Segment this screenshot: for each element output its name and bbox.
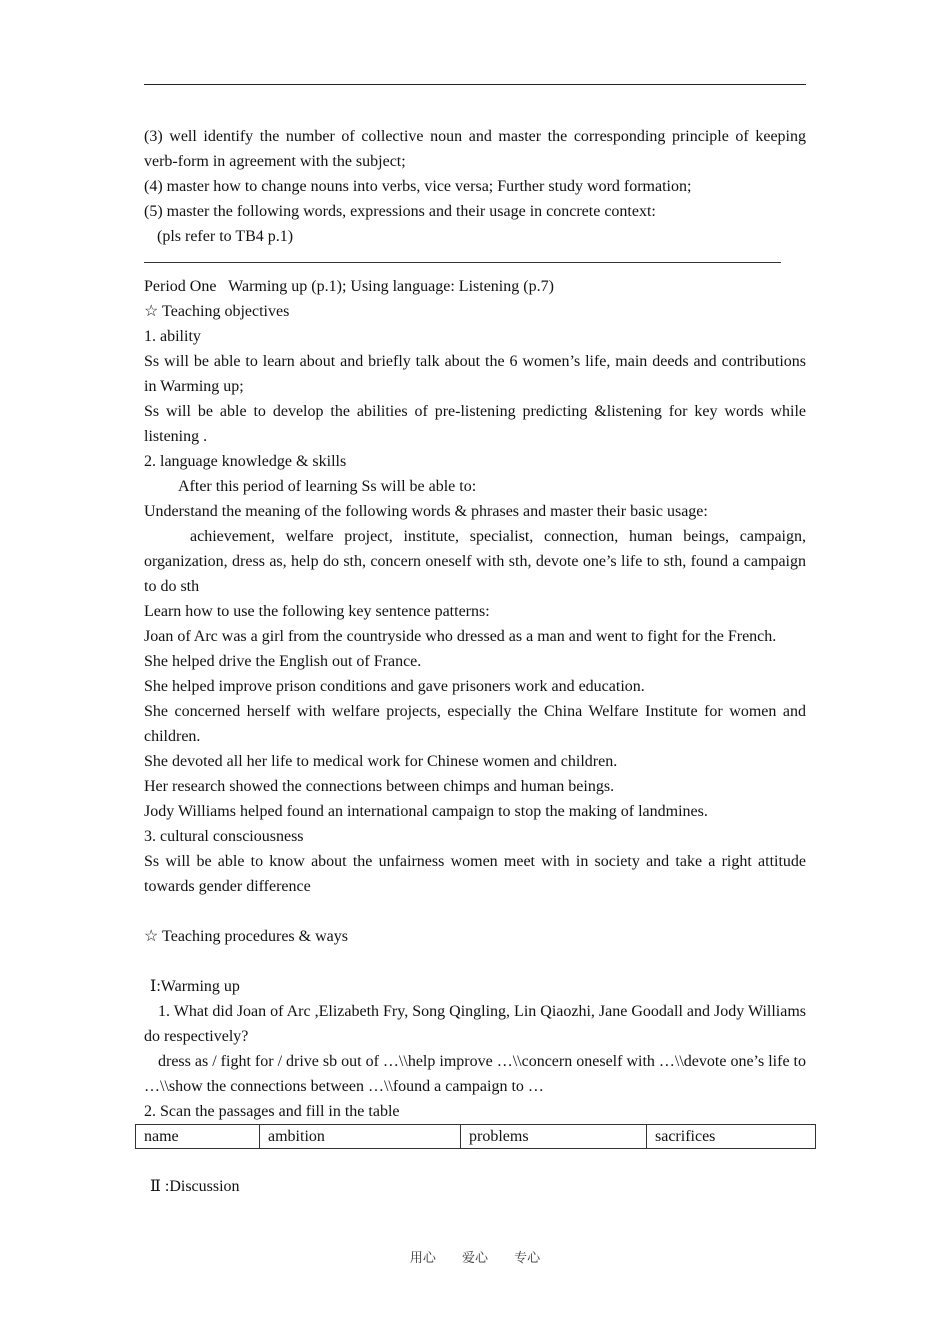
language-understand: Understand the meaning of the following words & phrases and master their basic usage:: [144, 503, 708, 520]
pattern-sentence: She helped improve prison conditions and gave prisoners work and education.: [144, 678, 645, 695]
pattern-sentence: She concerned herself with welfare projects, especially the China Welfare Institute for women and children.: [144, 703, 806, 745]
spacer: [144, 899, 806, 924]
pattern-sentence: She helped drive the English out of France.: [144, 653, 422, 670]
language-intro: After this period of learning Ss will be able to:: [178, 478, 477, 495]
culture-text: Ss will be able to know about the unfairness women meet with in society and take a right attitude towards gender difference: [144, 853, 806, 895]
intro-reference: (pls refer to TB4 p.1): [157, 228, 294, 245]
intro-line-3: (3) well identify the number of collective noun and master the corresponding principle of keeping verb-form in agreement with the subject;: [144, 128, 806, 170]
language-heading: 2. language knowledge & skills: [144, 453, 347, 470]
page-content: [144, 124, 806, 1199]
discussion-heading: Ⅱ :Discussion: [150, 1178, 240, 1195]
question-1: 1. What did Joan of Arc ,Elizabeth Fry, Song Qingling, Lin Qiaozhi, Jane Goodall and Jody Williams do respectively?: [144, 1003, 806, 1045]
table-header-cell: problems: [461, 1125, 647, 1149]
intro-line-4: (4) master how to change nouns into verbs, vice versa; Further study word formation;: [144, 178, 692, 195]
pattern-sentence: Joan of Arc was a girl from the countryside who dressed as a man and went to fight for the French.: [144, 628, 777, 645]
table-header-row: [136, 1125, 816, 1149]
culture-heading: 3. cultural consciousness: [144, 828, 304, 845]
spacer: [144, 949, 806, 974]
intro-line-5: (5) master the following words, expressions and their usage in concrete context:: [144, 203, 656, 220]
question-1-phrases: dress as / fight for / drive sb out of …\\help improve …\\concern oneself with …\\devote one’s life to …\\show the connections between …\\found a campaign to …: [144, 1053, 806, 1095]
period-title: Period One Warming up (p.1); Using language: Listening (p.7): [144, 278, 554, 295]
question-2: 2. Scan the passages and fill in the table: [144, 1103, 400, 1120]
objectives-heading: ☆ Teaching objectives: [144, 303, 290, 320]
ability-text-2: Ss will be able to develop the abilities of pre-listening predicting &listening for key words while listening .: [144, 403, 806, 445]
table-header-cell: name: [136, 1125, 260, 1149]
header-rule: [144, 84, 806, 85]
table-header-cell: sacrifices: [647, 1125, 816, 1149]
pattern-sentence: Her research showed the connections between chimps and human beings.: [144, 778, 615, 795]
section-separator: [144, 262, 781, 263]
language-words: achievement, welfare project, institute, specialist, connection, human beings, campaign, organization, dress as, help do sth, concern oneself with sth, devote one’s life to sth, found a campaign to do sth: [144, 528, 806, 595]
ability-text-1: Ss will be able to learn about and briefly talk about the 6 women’s life, main deeds and contributions in Warming up;: [144, 353, 806, 395]
spacer: [144, 1149, 806, 1174]
fill-in-table: [135, 1124, 816, 1149]
pattern-sentence: Jody Williams helped found an international campaign to stop the making of landmines.: [144, 803, 708, 820]
page-footer: 用心 爱心 专心: [409, 1251, 541, 1266]
patterns-heading: Learn how to use the following key sentence patterns:: [144, 603, 490, 620]
ability-heading: 1. ability: [144, 328, 201, 345]
table-header-cell: ambition: [260, 1125, 461, 1149]
warming-up-heading: Ⅰ:Warming up: [150, 978, 240, 995]
procedures-heading: ☆ Teaching procedures & ways: [144, 928, 348, 945]
pattern-sentence: She devoted all her life to medical work for Chinese women and children.: [144, 753, 618, 770]
